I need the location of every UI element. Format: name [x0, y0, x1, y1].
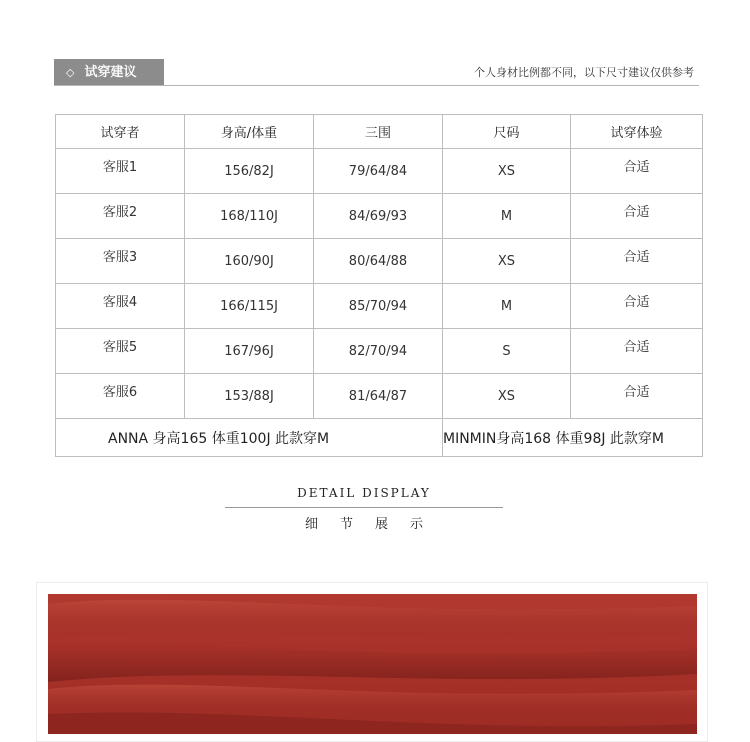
height-weight-cell: 153/88J: [185, 374, 314, 419]
tester-cell: 客服2: [56, 194, 185, 239]
size-table: [55, 114, 703, 457]
detail-title-cn: 细节展示: [304, 517, 445, 532]
fit-cell: 合适: [571, 194, 703, 239]
size-note: 个人身材比例都不同，以下尺寸建议仅供参考: [474, 66, 694, 79]
table-header-row: [56, 115, 703, 149]
table-row: [56, 149, 703, 194]
measurements-cell: 81/64/87: [314, 374, 443, 419]
section-tag: [54, 59, 164, 86]
fit-cell: 合适: [571, 374, 703, 419]
table-row: [56, 239, 703, 284]
size-cell: XS: [443, 149, 571, 194]
detail-title-en: DETAIL DISPLAY: [297, 486, 431, 500]
model-info-row: [56, 419, 703, 457]
size-cell: M: [443, 284, 571, 329]
size-cell: XS: [443, 239, 571, 284]
table-row: [56, 194, 703, 239]
tester-cell: 客服3: [56, 239, 185, 284]
measurements-cell: 80/64/88: [314, 239, 443, 284]
fit-cell: 合适: [571, 329, 703, 374]
fit-cell: 合适: [571, 239, 703, 284]
diamond-icon: ◇: [66, 66, 75, 79]
size-cell: M: [443, 194, 571, 239]
header-cell: 三围: [314, 115, 443, 149]
detail-divider: [225, 507, 503, 508]
header-divider: [54, 85, 699, 86]
model-anna-info: ANNA 身高165 体重100J 此款穿M: [56, 419, 443, 457]
fabric-folds: [48, 594, 697, 734]
measurements-cell: 79/64/84: [314, 149, 443, 194]
height-weight-cell: 167/96J: [185, 329, 314, 374]
measurements-cell: 84/69/93: [314, 194, 443, 239]
table-row: [56, 284, 703, 329]
fit-cell: 合适: [571, 284, 703, 329]
tester-cell: 客服4: [56, 284, 185, 329]
height-weight-cell: 156/82J: [185, 149, 314, 194]
table-row: [56, 374, 703, 419]
measurements-cell: 85/70/94: [314, 284, 443, 329]
header-cell: 试穿者: [56, 115, 185, 149]
fit-cell: 合适: [571, 149, 703, 194]
tester-cell: 客服1: [56, 149, 185, 194]
height-weight-cell: 160/90J: [185, 239, 314, 284]
height-weight-cell: 168/110J: [185, 194, 314, 239]
header-cell: 试穿体验: [571, 115, 703, 149]
header-cell: 身高/体重: [185, 115, 314, 149]
table-row: [56, 329, 703, 374]
size-cell: S: [443, 329, 571, 374]
tester-cell: 客服5: [56, 329, 185, 374]
height-weight-cell: 166/115J: [185, 284, 314, 329]
section-title: 试穿建议: [84, 65, 137, 80]
tester-cell: 客服6: [56, 374, 185, 419]
model-minmin-info: MINMIN身高168 体重98J 此款穿M: [443, 419, 703, 457]
fabric-detail-photo: [48, 594, 697, 734]
size-cell: XS: [443, 374, 571, 419]
header-cell: 尺码: [443, 115, 571, 149]
measurements-cell: 82/70/94: [314, 329, 443, 374]
